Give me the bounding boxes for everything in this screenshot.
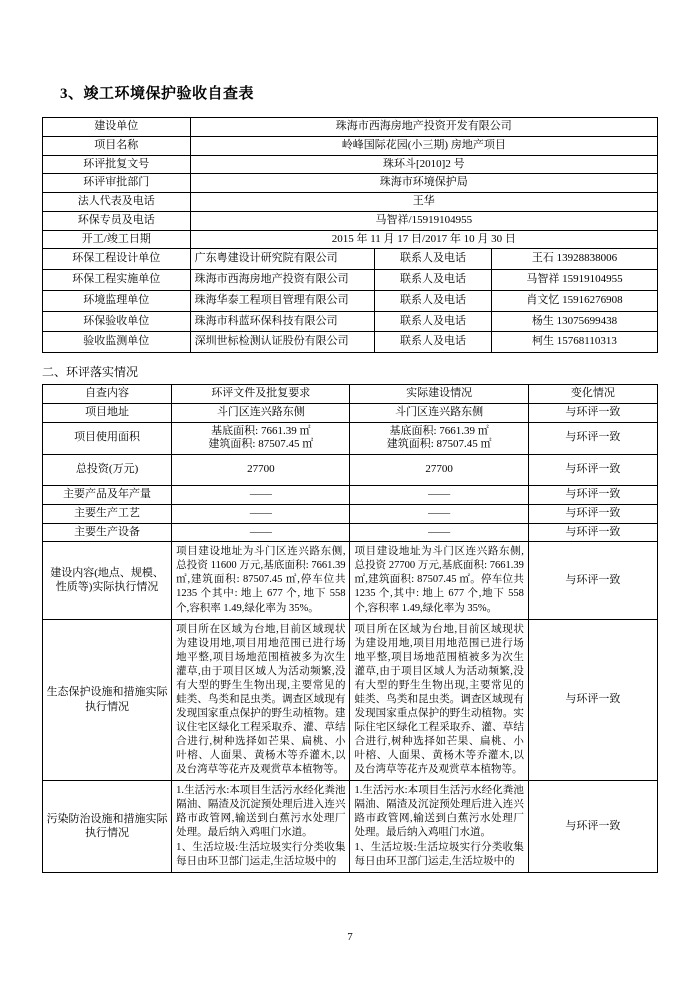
row-item: 项目地址 (43, 403, 172, 422)
row-change: 与环评一致 (528, 542, 657, 619)
row-item: 主要生产工艺 (43, 504, 172, 523)
row-ea: —— (172, 504, 350, 523)
row-change: 与环评一致 (528, 781, 657, 872)
table-row (43, 193, 658, 212)
row-label: 环保工程设计单位 (43, 249, 191, 270)
row-ea: 项目所在区域为台地,目前区域现状为建设用地,项目用地范围已进行场地平整,项目场地范围植被多为次生灌草,由于项目区域人为活动频繁,没有大型的野生生物出现,主要常见的蛙类、鸟类和昆虫类。调查区域现有发现国家重点保护的野生动植物。建议住宅区绿化工程采取乔、灌、草结合进行,树种选择如芒果、扁桃、小叶榕、人面果、黄杨木等乔灌木,以及台湾草等花卉及观赏草本植物等。 (172, 619, 350, 781)
row-unit: 珠海市科蓝环保科技有限公司 (190, 311, 375, 332)
row-unit: 广东粤建设计研究院有限公司 (190, 249, 375, 270)
row-contact-value: 肖文忆 15916276908 (491, 290, 657, 311)
table-row (43, 118, 658, 137)
row-label: 环保专员及电话 (43, 211, 191, 230)
row-ea: 斗门区连兴路东侧 (172, 403, 350, 422)
table-row (43, 155, 658, 174)
row-contact-value: 王石 13928838006 (491, 249, 657, 270)
page-title: 3、竣工环境保护验收自查表 (60, 86, 255, 102)
row-actual: 基底面积: 7661.39 ㎡ 建筑面积: 87507.45 ㎡ (350, 422, 528, 455)
row-label: 法人代表及电话 (43, 193, 191, 212)
table-row (43, 136, 658, 155)
table-row (43, 781, 658, 872)
row-value: 珠环斗[2010]2 号 (190, 155, 657, 174)
table-row (43, 311, 658, 332)
project-info-table (42, 117, 658, 353)
row-label: 环评批复文号 (43, 155, 191, 174)
row-unit: 珠海市西海房地产投资有限公司 (190, 270, 375, 291)
row-actual: —— (350, 504, 528, 523)
row-item: 污染防治设施和措施实际执行情况 (43, 781, 172, 872)
row-label: 环保验收单位 (43, 311, 191, 332)
row-label: 环境监理单位 (43, 290, 191, 311)
table-row (43, 619, 658, 781)
table-row (43, 542, 658, 619)
row-value: 2015 年 11 月 17 日/2017 年 10 月 30 日 (190, 230, 657, 249)
row-contact-value: 杨生 13075699438 (491, 311, 657, 332)
table-row (43, 290, 658, 311)
row-change: 与环评一致 (528, 403, 657, 422)
row-label: 环保工程实施单位 (43, 270, 191, 291)
table-row (43, 230, 658, 249)
row-item: 主要生产设备 (43, 523, 172, 542)
row-value: 马智祥/15919104955 (190, 211, 657, 230)
row-contact-label: 联系人及电话 (375, 332, 492, 353)
row-ea: 基底面积: 7661.39 ㎡ 建筑面积: 87507.45 ㎡ (172, 422, 350, 455)
row-change: 与环评一致 (528, 455, 657, 486)
row-label: 环评审批部门 (43, 174, 191, 193)
table-row (43, 422, 658, 455)
table-row (43, 403, 658, 422)
row-contact-value: 马智祥 15919104955 (491, 270, 657, 291)
row-change: 与环评一致 (528, 486, 657, 505)
row-contact-label: 联系人及电话 (375, 270, 492, 291)
table-row (43, 332, 658, 353)
col-header-ea: 环评文件及批复要求 (172, 385, 350, 404)
page-number: 7 (347, 931, 353, 943)
row-item: 建设内容(地点、规模、性质等)实际执行情况 (43, 542, 172, 619)
row-value: 珠海市西海房地产投资开发有限公司 (190, 118, 657, 137)
row-contact-label: 联系人及电话 (375, 249, 492, 270)
row-contact-label: 联系人及电话 (375, 311, 492, 332)
table-row (43, 211, 658, 230)
row-actual: 1.生活污水:本项目生活污水经化粪池隔油、隔渣及沉淀预处理后进入连兴路市政管网,输送到白蕉污水处理厂处理。最后纳入鸡咀门水道。 1、生活垃圾:生活垃圾实行分类收集每日由环卫部门运走,生活垃圾中的 (350, 781, 528, 872)
compliance-table (42, 384, 658, 873)
col-header-item: 自查内容 (43, 385, 172, 404)
row-contact-value: 柯生 15768110313 (491, 332, 657, 353)
table-header-row (43, 385, 658, 404)
table-row (43, 486, 658, 505)
row-item: 项目使用面积 (43, 422, 172, 455)
row-item: 总投资(万元) (43, 455, 172, 486)
row-ea: 27700 (172, 455, 350, 486)
row-value: 岭峰国际花园(小三期) 房地产项目 (190, 136, 657, 155)
table-row (43, 174, 658, 193)
table-row (43, 455, 658, 486)
table-row (43, 523, 658, 542)
row-label: 项目名称 (43, 136, 191, 155)
row-ea: 1.生活污水:本项目生活污水经化粪池隔油、隔渣及沉淀预处理后进入连兴路市政管网,输送到白蕉污水处理厂处理。最后纳入鸡咀门水道。 1、生活垃圾:生活垃圾实行分类收集每日由环卫部门运走,生活垃圾中的 (172, 781, 350, 872)
row-actual: 27700 (350, 455, 528, 486)
row-ea: —— (172, 523, 350, 542)
row-actual: 项目所在区域为台地,目前区域现状为建设用地,项目用地范围已进行场地平整,项目场地范围植被多为次生灌草,由于项目区域人为活动频繁,没有大型的野生生物出现,主要常见的蛙类、鸟类和昆虫类。调查区域现有发现国家重点保护的野生动植物。实际住宅区绿化工程采取乔、灌、草结合进行,树种选择如芒果、扁桃、小叶榕、人面果、黄杨木等乔灌木,以及台湾草等花卉及观赏草本植物等。 (350, 619, 528, 781)
row-item: 生态保护设施和措施实际执行情况 (43, 619, 172, 781)
row-change: 与环评一致 (528, 619, 657, 781)
row-label: 开工/竣工日期 (43, 230, 191, 249)
row-ea: 项目建设地址为斗门区连兴路东侧,总投资 11600 万元,基底面积: 7661.39 ㎡,建筑面积: 87507.45 ㎡,停车位共 1235 个其中: 地上 677 个, 地下 558 个,容积率 1.49,绿化率为 35%。 (172, 542, 350, 619)
row-contact-label: 联系人及电话 (375, 290, 492, 311)
row-change: 与环评一致 (528, 422, 657, 455)
row-ea: —— (172, 486, 350, 505)
compliance-body (43, 385, 658, 873)
row-actual: 项目建设地址为斗门区连兴路东侧,总投资 27700 万元,基底面积: 7661.39 ㎡,建筑面积: 87507.45 ㎡。停车位共 1235 个,其中: 地上 677 个,地下 558 个,容积率 1.49,绿化率为 35%。 (350, 542, 528, 619)
col-header-change: 变化情况 (528, 385, 657, 404)
table-row (43, 504, 658, 523)
table-row (43, 270, 658, 291)
row-label: 验收监测单位 (43, 332, 191, 353)
row-actual: —— (350, 486, 528, 505)
table-row (43, 249, 658, 270)
section-heading: 二、环评落实情况 (42, 365, 139, 379)
project-info-body (43, 118, 658, 353)
row-unit: 珠海华泰工程项目管理有限公司 (190, 290, 375, 311)
row-actual: 斗门区连兴路东侧 (350, 403, 528, 422)
row-item: 主要产品及年产量 (43, 486, 172, 505)
row-unit: 深圳世标检测认证股份有限公司 (190, 332, 375, 353)
row-change: 与环评一致 (528, 504, 657, 523)
row-change: 与环评一致 (528, 523, 657, 542)
row-value: 王华 (190, 193, 657, 212)
row-actual: —— (350, 523, 528, 542)
col-header-actual: 实际建设情况 (350, 385, 528, 404)
row-label: 建设单位 (43, 118, 191, 137)
row-value: 珠海市环境保护局 (190, 174, 657, 193)
